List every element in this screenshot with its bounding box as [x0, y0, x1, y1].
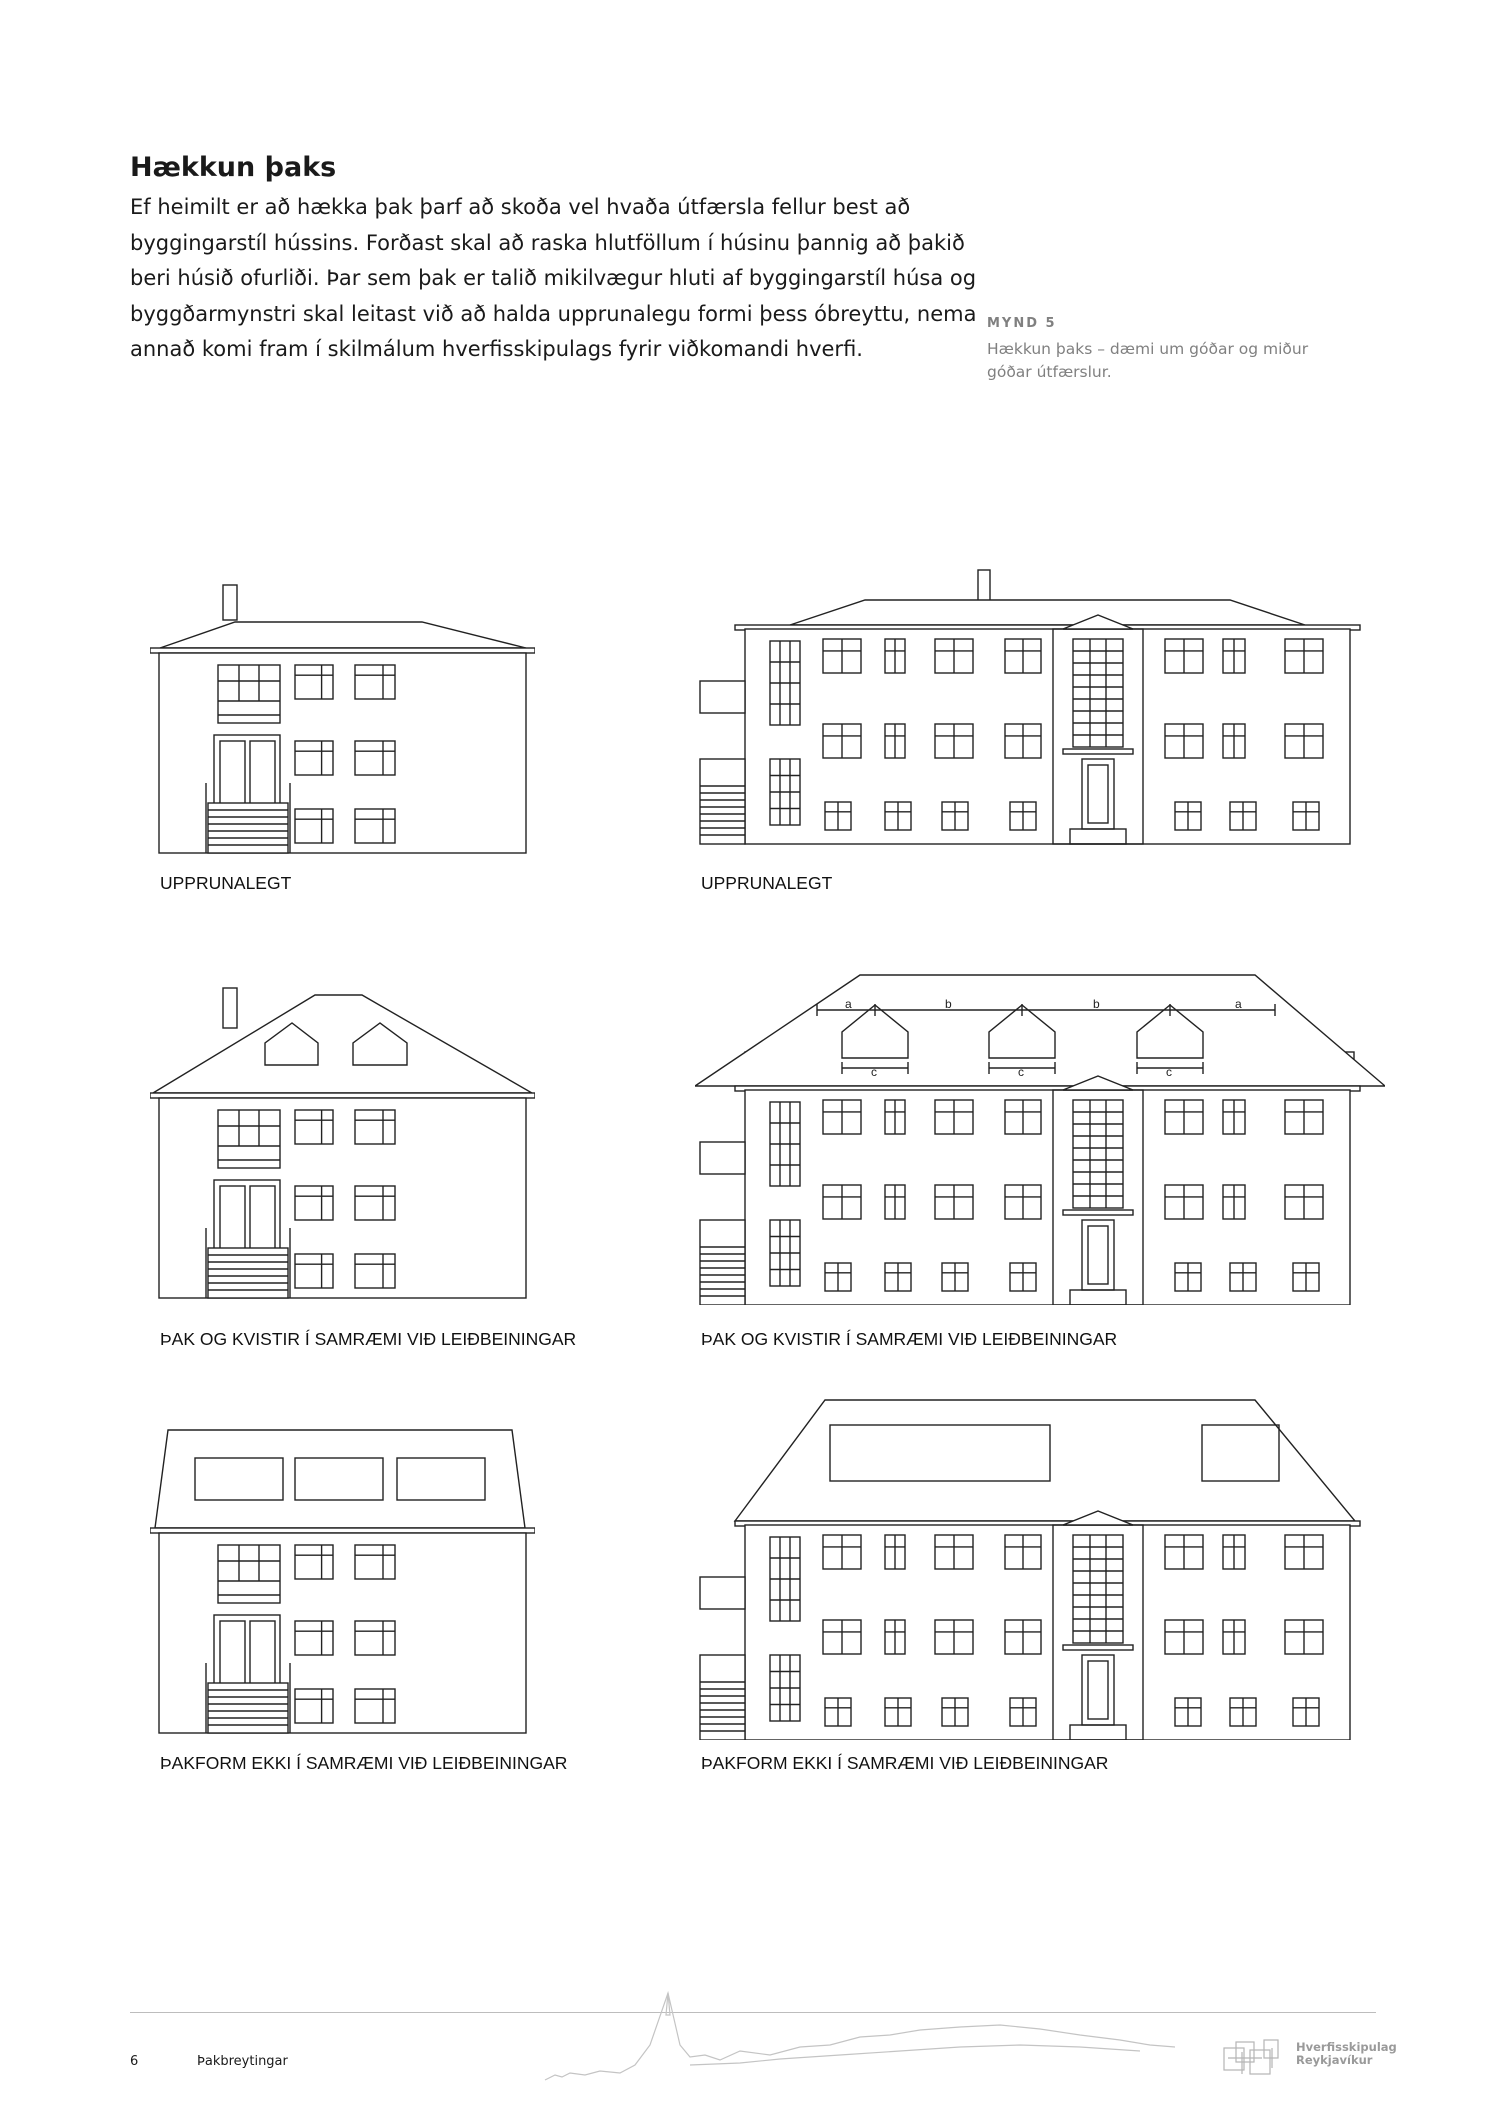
- door: [214, 735, 280, 807]
- window: [355, 741, 395, 775]
- figure-label: ÞAKFORM EKKI Í SAMRÆMI VIÐ LEIÐBEININGAR: [701, 1753, 1109, 1773]
- cornice: [150, 648, 535, 653]
- window: [218, 665, 280, 723]
- dimension-label: b: [945, 997, 952, 1011]
- dimension-label: c: [871, 1065, 877, 1079]
- figure-label: UPPRUNALEGT: [160, 873, 292, 893]
- chimney: [223, 585, 237, 620]
- figure-label: ÞAKFORM EKKI Í SAMRÆMI VIÐ LEIÐBEININGAR: [160, 1753, 568, 1773]
- window: [355, 1110, 395, 1144]
- door: [214, 1180, 280, 1252]
- dimension-label: a: [1235, 997, 1242, 1011]
- figure-label: ÞAK OG KVISTIR Í SAMRÆMI VIÐ LEIÐBEININGAR: [160, 1329, 577, 1349]
- small-house-dormers-drawing: [150, 985, 535, 1305]
- roof: [790, 600, 1305, 625]
- figure-caption-text: Hækkun þaks – dæmi um góðar og miður góðar útfærslur.: [987, 340, 1309, 381]
- window: [355, 665, 395, 699]
- reykjavik-skyline-illustration: [540, 1985, 1180, 2085]
- side-balcony: [700, 1142, 745, 1174]
- door: [1082, 759, 1114, 829]
- door: [1082, 1655, 1114, 1725]
- dimension-label: a: [845, 997, 852, 1011]
- chimney: [978, 570, 990, 602]
- hverfisskipulag-logo-text: [1296, 2041, 1397, 2067]
- window: [295, 665, 333, 699]
- side-stairs: [700, 1220, 745, 1305]
- window: [295, 1545, 333, 1579]
- large-house-dormers-drawing: [695, 970, 1385, 1305]
- stair-window: [1073, 639, 1123, 747]
- roof: [155, 1430, 525, 1528]
- window: [355, 1545, 395, 1579]
- dimension-label: c: [1018, 1065, 1024, 1079]
- window: [295, 1254, 333, 1288]
- side-balcony: [700, 681, 745, 713]
- figure-label: ÞAK OG KVISTIR Í SAMRÆMI VIÐ LEIÐBEININGAR: [701, 1329, 1118, 1349]
- section-body-text: Ef heimilt er að hækka þak þarf að skoða vel hvaða útfærsla fellur best að byggingarstíl hússins. Forðast skal að raska hlutföllum í húsinu þannig að þakið beri húsið ofurliði. Þar sem þak er talið mikilvægur hluti af byggingarstíl húsa og byggðarmynstri skal leitast við að halda upprunalegu formi þess óbreyttu, nema annað komi fram í skilmálum hverfisskipulags fyrir viðkomandi hverfi.: [130, 195, 977, 361]
- footer-section-name: Þakbreytingar: [197, 2054, 288, 2069]
- side-stairs: [700, 1655, 745, 1740]
- chimney: [223, 988, 237, 1028]
- logo-line-2: Reykjavíkur: [1296, 2053, 1373, 2067]
- large-house-boxy-roof-drawing: [695, 1395, 1385, 1740]
- large-house-original-drawing: [695, 565, 1385, 860]
- dimension-label: c: [1166, 1065, 1172, 1079]
- window: [295, 1621, 333, 1655]
- stair-window: [1073, 1535, 1123, 1643]
- logo-line-1: Hverfisskipulag: [1296, 2040, 1397, 2054]
- figure-caption-label: MYND 5: [987, 316, 1057, 331]
- roof: [160, 622, 526, 648]
- window: [355, 809, 395, 843]
- side-stairs: [700, 759, 745, 844]
- door: [1082, 1220, 1114, 1290]
- side-balcony: [700, 1577, 745, 1609]
- cornice: [150, 1093, 535, 1098]
- section-heading: Hækkun þaks: [130, 152, 337, 183]
- cornice: [150, 1528, 535, 1533]
- roof: [735, 1400, 1355, 1521]
- page-number: 6: [130, 2054, 139, 2069]
- window: [295, 809, 333, 843]
- window: [355, 1621, 395, 1655]
- window: [295, 1186, 333, 1220]
- window: [355, 1689, 395, 1723]
- stair-window: [1073, 1100, 1123, 1208]
- window: [355, 1186, 395, 1220]
- window: [295, 1110, 333, 1144]
- small-house-boxy-roof-drawing: [150, 1420, 535, 1740]
- figure-label: UPPRUNALEGT: [701, 873, 833, 893]
- hverfisskipulag-logo-icon: [1222, 2038, 1294, 2078]
- dimension-label: b: [1093, 997, 1100, 1011]
- door: [214, 1615, 280, 1687]
- window: [355, 1254, 395, 1288]
- window: [295, 1689, 333, 1723]
- small-house-original-drawing: [150, 580, 535, 860]
- roof: [153, 995, 532, 1093]
- window: [295, 741, 333, 775]
